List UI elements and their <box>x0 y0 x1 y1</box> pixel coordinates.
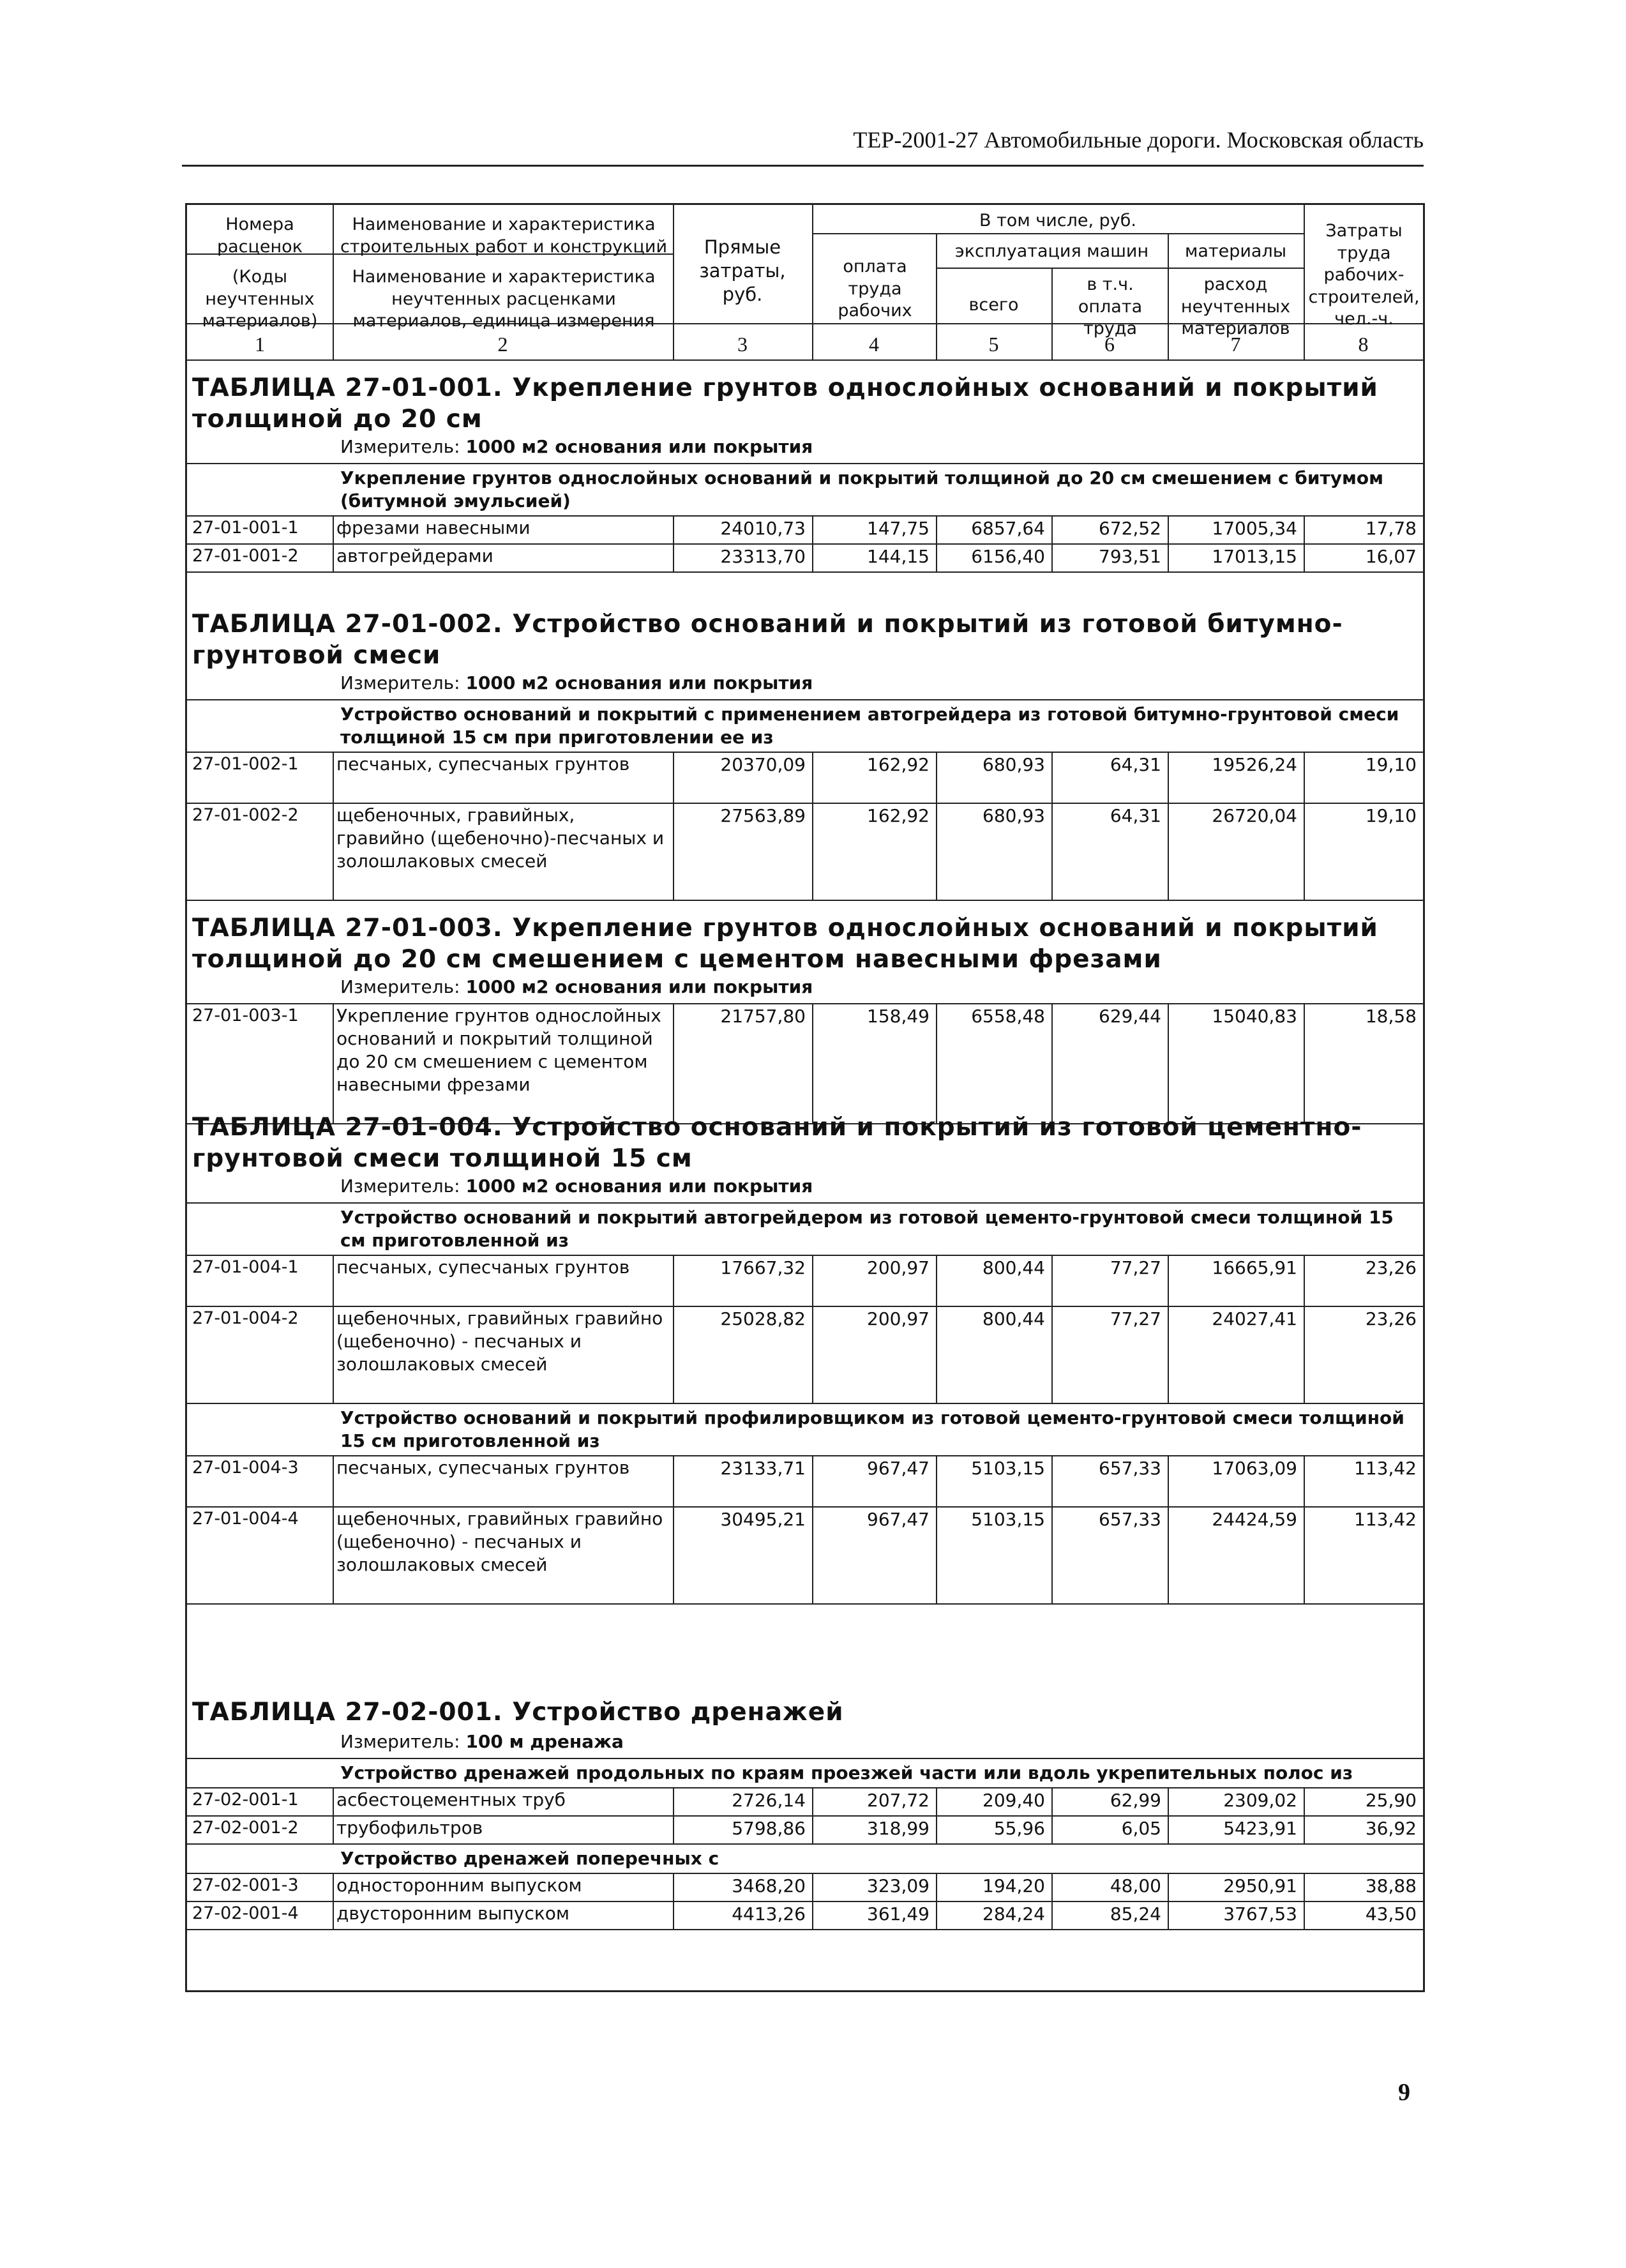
column-rule <box>333 1873 334 1901</box>
column-rule <box>936 1815 937 1843</box>
value-c5: 194,20 <box>982 1875 1045 1896</box>
value-c7: 26720,04 <box>1212 805 1297 826</box>
value-c4: 967,47 <box>867 1509 930 1530</box>
column-rule <box>936 543 937 571</box>
work-name: песчаных, супесчаных грунтов <box>336 753 630 775</box>
column-rule <box>673 1873 674 1901</box>
value-c8: 113,42 <box>1354 1509 1417 1530</box>
column-rule <box>1304 1255 1305 1306</box>
column-rule <box>1051 1506 1053 1603</box>
group-title: Устройство дренажей поперечных с <box>340 1848 719 1869</box>
column-rule <box>1304 1003 1305 1123</box>
column-rule <box>936 1255 937 1306</box>
value-c8: 18,58 <box>1365 1006 1417 1027</box>
value-c8: 17,78 <box>1365 518 1417 539</box>
measure-label: Измеритель: <box>340 672 460 693</box>
value-c8: 23,26 <box>1365 1257 1417 1278</box>
value-c4: 207,72 <box>867 1790 930 1811</box>
column-rule <box>1168 1455 1169 1506</box>
rule-line <box>187 1202 1423 1204</box>
value-c4: 967,47 <box>867 1458 930 1479</box>
value-c3: 5798,86 <box>732 1818 806 1839</box>
column-rule <box>812 1506 813 1603</box>
value-c3: 25028,82 <box>720 1308 806 1329</box>
col2-top-label: Наименование и характеристика строительных работ и конструкций <box>340 215 668 257</box>
measure-value: 1000 м2 основания или покрытия <box>465 976 813 997</box>
column-rule <box>936 1455 937 1506</box>
value-c5: 6156,40 <box>971 546 1045 567</box>
work-name: щебеночных, гравийных гравийно (щебеночно) - песчаных и золошлаковых смесей <box>336 1308 663 1375</box>
column-rule <box>1168 1787 1169 1815</box>
machines-label: эксплуатация машин <box>954 241 1149 261</box>
column-rule <box>1304 543 1305 571</box>
table-title-line-1: ТАБЛИЦА 27-01-001. Укрепление грунтов однослойных оснований и покрытий <box>192 374 1378 402</box>
rates-table-frame <box>185 203 1425 1992</box>
table-title-line-2: грунтовой смеси <box>192 641 441 670</box>
column-rule <box>1168 1003 1169 1123</box>
column-rule <box>673 1306 674 1403</box>
value-c7: 17063,09 <box>1212 1458 1297 1479</box>
column-rule <box>1051 1901 1053 1929</box>
column-rule <box>673 752 674 803</box>
value-c4: 162,92 <box>867 805 930 826</box>
value-c6: 48,00 <box>1110 1875 1161 1896</box>
col-number-6: 6 <box>1104 333 1115 356</box>
column-rule <box>333 515 334 543</box>
value-c6: 672,52 <box>1099 518 1161 539</box>
col6-label: в т.ч. оплата труда <box>1078 275 1143 339</box>
work-name: щебеночных, гравийных, гравийно (щебеночно)-песчаных и золошлаковых смесей <box>336 805 665 872</box>
work-name: щебеночных, гравийных гравийно (щебеночно) - песчаных и золошлаковых смесей <box>336 1508 663 1575</box>
value-c3: 4413,26 <box>732 1903 806 1924</box>
work-name: автогрейдерами <box>336 545 493 566</box>
column-rule <box>812 1455 813 1506</box>
column-rule <box>812 515 813 543</box>
col-number-4: 4 <box>869 333 879 356</box>
rate-code: 27-01-001-2 <box>192 546 299 566</box>
measure-value: 1000 м2 основания или покрытия <box>465 672 813 693</box>
value-c8: 25,90 <box>1365 1790 1417 1811</box>
rule-line <box>187 699 1423 700</box>
running-head <box>182 126 1424 167</box>
column-rule <box>1051 1815 1053 1843</box>
rate-code: 27-01-004-2 <box>192 1308 299 1328</box>
measure-unit <box>340 1731 624 1752</box>
group-title: Устройство оснований и покрытий автогрейдером из готовой цементо-грунтовой смеси толщиной 15 см приготовленной из <box>340 1207 1394 1251</box>
running-head-text: ТЕР-2001-27 Автомобильные дороги. Московская область <box>853 127 1424 153</box>
value-c6: 629,44 <box>1099 1006 1161 1027</box>
value-c8: 113,42 <box>1354 1458 1417 1479</box>
value-c6: 793,51 <box>1099 546 1161 567</box>
table-title <box>192 1697 1418 1728</box>
measure-value: 1000 м2 основания или покрытия <box>465 1176 813 1197</box>
column-rule <box>333 1306 334 1403</box>
work-name: трубофильтров <box>336 1817 483 1838</box>
column-rule <box>812 1901 813 1929</box>
column-rule <box>333 752 334 803</box>
table-title <box>192 372 1418 435</box>
column-rule <box>812 1873 813 1901</box>
rate-code: 27-01-004-1 <box>192 1257 299 1277</box>
measure-value: 1000 м2 основания или покрытия <box>465 436 813 457</box>
value-c4: 144,15 <box>867 546 930 567</box>
rate-code: 27-02-001-2 <box>192 1818 299 1838</box>
table-title <box>192 1112 1418 1174</box>
column-rule <box>1304 1873 1305 1901</box>
column-rule <box>1168 803 1169 900</box>
value-c8: 38,88 <box>1365 1875 1417 1896</box>
table-title-line-1: ТАБЛИЦА 27-01-004. Устройство оснований и покрытий из готовой цементно- <box>192 1113 1362 1142</box>
column-rule <box>673 543 674 571</box>
work-name: односторонним выпуском <box>336 1875 582 1896</box>
value-c8: 16,07 <box>1365 546 1417 567</box>
value-c7: 24424,59 <box>1212 1509 1297 1530</box>
value-c5: 6857,64 <box>971 518 1045 539</box>
value-c3: 27563,89 <box>720 805 806 826</box>
column-rule <box>1304 1455 1305 1506</box>
column-rule <box>333 1255 334 1306</box>
value-c7: 5423,91 <box>1223 1818 1297 1839</box>
column-rule <box>1051 543 1053 571</box>
col-number-2: 2 <box>497 333 508 356</box>
column-rule <box>1304 1901 1305 1929</box>
column-rule <box>1304 752 1305 803</box>
column-rule <box>936 752 937 803</box>
column-rule <box>1051 1787 1053 1815</box>
work-name: песчаных, супесчаных грунтов <box>336 1457 630 1478</box>
page-number: 9 <box>1398 2079 1410 2106</box>
column-rule <box>333 803 334 900</box>
column-rule <box>812 1306 813 1403</box>
column-rule <box>673 803 674 900</box>
value-c8: 19,10 <box>1365 805 1417 826</box>
value-c7: 15040,83 <box>1212 1006 1297 1027</box>
materials-label: материалы <box>1184 241 1287 261</box>
value-c8: 19,10 <box>1365 754 1417 775</box>
column-rule <box>673 1255 674 1306</box>
value-c4: 200,97 <box>867 1257 930 1278</box>
column-rule <box>673 1455 674 1506</box>
column-rule <box>812 1815 813 1843</box>
measure-value: 100 м дренажа <box>465 1731 624 1752</box>
value-c7: 16665,91 <box>1212 1257 1297 1278</box>
column-rule <box>673 1506 674 1603</box>
table-title-line-2: толщиной до 20 см смешением с цементом навесными фрезами <box>192 945 1162 974</box>
value-c6: 64,31 <box>1110 805 1161 826</box>
rule-line <box>187 1403 1423 1404</box>
column-rule <box>1051 1003 1053 1123</box>
col-number-8: 8 <box>1358 333 1369 356</box>
value-c8: 43,50 <box>1365 1903 1417 1924</box>
col-number-7: 7 <box>1230 333 1241 356</box>
measure-label: Измеритель: <box>340 976 460 997</box>
column-rule <box>333 1815 334 1843</box>
rate-code: 27-01-002-2 <box>192 805 299 825</box>
value-c6: 62,99 <box>1110 1790 1161 1811</box>
col1-top-label: Номера расценок <box>217 215 303 257</box>
column-rule <box>936 1873 937 1901</box>
measure-unit <box>340 672 813 693</box>
rate-code: 27-02-001-1 <box>192 1790 299 1810</box>
rate-code: 27-01-003-1 <box>192 1006 299 1025</box>
column-rule <box>1051 752 1053 803</box>
col5-label: всего <box>968 295 1019 315</box>
value-c6: 85,24 <box>1110 1903 1161 1924</box>
column-rule <box>1304 1506 1305 1603</box>
measure-unit <box>340 436 813 457</box>
rate-code: 27-02-001-4 <box>192 1903 299 1923</box>
column-rule <box>812 543 813 571</box>
value-c3: 30495,21 <box>720 1509 806 1530</box>
table-title-line-2: толщиной до 20 см <box>192 405 483 434</box>
column-rule <box>936 803 937 900</box>
value-c5: 800,44 <box>982 1308 1045 1329</box>
column-rule <box>936 1003 937 1123</box>
measure-label: Измеритель: <box>340 1731 460 1752</box>
column-rule <box>1051 1255 1053 1306</box>
work-name: песчаных, супесчаных грунтов <box>336 1257 630 1278</box>
value-c6: 77,27 <box>1110 1308 1161 1329</box>
value-c6: 64,31 <box>1110 754 1161 775</box>
value-c7: 24027,41 <box>1212 1308 1297 1329</box>
rate-code: 27-02-001-3 <box>192 1875 299 1895</box>
value-c5: 680,93 <box>982 754 1045 775</box>
col2-bottom-label: Наименование и характеристика неучтенных расценками материалов, единица измерения <box>352 267 656 331</box>
work-name: асбестоцементных труб <box>336 1789 566 1810</box>
column-rule <box>936 1506 937 1603</box>
work-name: двусторонним выпуском <box>336 1903 570 1924</box>
value-c7: 17013,15 <box>1212 546 1297 567</box>
value-c4: 158,49 <box>867 1006 930 1027</box>
group-title: Укрепление грунтов однослойных оснований и покрытий толщиной до 20 см смешением с битумом (битумной эмульсией) <box>340 467 1383 511</box>
value-c4: 318,99 <box>867 1818 930 1839</box>
column-rule <box>333 1787 334 1815</box>
measure-label: Измеритель: <box>340 436 460 457</box>
rule-line <box>187 1843 1423 1845</box>
column-rule <box>1168 1506 1169 1603</box>
value-c6: 6,05 <box>1121 1818 1161 1839</box>
column-rule <box>1051 1306 1053 1403</box>
table-title <box>192 912 1418 975</box>
column-rule <box>1168 515 1169 543</box>
column-rule <box>333 1003 334 1123</box>
value-c7: 3767,53 <box>1223 1903 1297 1924</box>
col4-label: оплата труда рабочих <box>838 257 912 321</box>
column-rule <box>673 1003 674 1123</box>
rate-code: 27-01-002-1 <box>192 754 299 774</box>
value-c5: 680,93 <box>982 805 1045 826</box>
column-rule <box>673 1787 674 1815</box>
column-rule <box>1168 1255 1169 1306</box>
column-rule <box>1304 803 1305 900</box>
rule-line <box>187 900 1423 901</box>
column-rule <box>1168 1815 1169 1843</box>
measure-unit <box>340 976 813 997</box>
value-c3: 20370,09 <box>720 754 806 775</box>
column-rule <box>1168 1873 1169 1901</box>
col-number-3: 3 <box>737 333 748 356</box>
column-rule <box>936 1901 937 1929</box>
work-name: Укрепление грунтов однослойных оснований и покрытий толщиной до 20 см смешением с цементом навесными фрезами <box>336 1005 661 1095</box>
value-c3: 3468,20 <box>732 1875 806 1896</box>
column-rule <box>1168 1306 1169 1403</box>
column-rule <box>812 1787 813 1815</box>
value-c4: 361,49 <box>867 1903 930 1924</box>
value-c7: 19526,24 <box>1212 754 1297 775</box>
value-c6: 77,27 <box>1110 1257 1161 1278</box>
value-c5: 6558,48 <box>971 1006 1045 1027</box>
column-rule <box>1051 803 1053 900</box>
rate-code: 27-01-001-1 <box>192 518 299 538</box>
rate-code: 27-01-004-3 <box>192 1458 299 1478</box>
group-title: Устройство оснований и покрытий профилировщиком из готовой цементо-грунтовой смеси толщиной 15 см приготовленной из <box>340 1407 1404 1451</box>
value-c4: 162,92 <box>867 754 930 775</box>
value-c8: 23,26 <box>1365 1308 1417 1329</box>
column-rule <box>1168 752 1169 803</box>
table-title-line-1: ТАБЛИЦА 27-02-001. Устройство дренажей <box>192 1698 844 1727</box>
rule-line <box>187 1758 1423 1759</box>
column-rule <box>1168 543 1169 571</box>
value-c3: 21757,80 <box>720 1006 806 1027</box>
column-rule <box>333 1901 334 1929</box>
rate-code: 27-01-004-4 <box>192 1509 299 1529</box>
column-rule <box>812 1255 813 1306</box>
column-rule <box>333 543 334 571</box>
incl-label: В том числе, руб. <box>979 211 1137 231</box>
value-c5: 5103,15 <box>971 1509 1045 1530</box>
value-c6: 657,33 <box>1099 1509 1161 1530</box>
value-c5: 284,24 <box>982 1903 1045 1924</box>
rule-line <box>187 463 1423 464</box>
value-c7: 2309,02 <box>1223 1790 1297 1811</box>
column-rule <box>333 1455 334 1506</box>
rule-line <box>187 1603 1423 1605</box>
value-c5: 55,96 <box>993 1818 1045 1839</box>
value-c5: 209,40 <box>982 1790 1045 1811</box>
col8-label: Затраты труда рабочих-строителей, чел.-ч. <box>1308 221 1420 329</box>
rule-line <box>187 571 1423 573</box>
value-c3: 23313,70 <box>720 546 806 567</box>
column-rule <box>1304 515 1305 543</box>
work-name: фрезами навесными <box>336 517 531 538</box>
table-title-line-1: ТАБЛИЦА 27-01-002. Устройство оснований и покрытий из готовой битумно- <box>192 610 1343 639</box>
column-rule <box>812 803 813 900</box>
column-rule <box>673 1901 674 1929</box>
col-number-1: 1 <box>255 333 265 356</box>
column-rule <box>1051 515 1053 543</box>
measure-label: Измеритель: <box>340 1176 460 1197</box>
column-rule <box>1304 1306 1305 1403</box>
group-title: Устройство дренажей продольных по краям проезжей части или вдоль укрепительных полос из <box>340 1762 1353 1783</box>
column-rule <box>673 1815 674 1843</box>
col1-bottom-label: (Коды неучтенных материалов) <box>202 267 318 331</box>
table-title <box>192 609 1418 671</box>
value-c7: 17005,34 <box>1212 518 1297 539</box>
column-rule <box>812 752 813 803</box>
value-c7: 2950,91 <box>1223 1875 1297 1896</box>
column-rule <box>936 1787 937 1815</box>
value-c8: 36,92 <box>1365 1818 1417 1839</box>
table-title-line-2: грунтовой смеси толщиной 15 см <box>192 1144 693 1173</box>
column-rule <box>936 1306 937 1403</box>
value-c3: 2726,14 <box>732 1790 806 1811</box>
value-c6: 657,33 <box>1099 1458 1161 1479</box>
table-title-line-1: ТАБЛИЦА 27-01-003. Укрепление грунтов однослойных оснований и покрытий <box>192 914 1378 942</box>
column-rule <box>333 1506 334 1603</box>
col-number-5: 5 <box>988 333 999 356</box>
measure-unit <box>340 1176 813 1197</box>
value-c4: 200,97 <box>867 1308 930 1329</box>
column-rule <box>1051 1455 1053 1506</box>
value-c3: 17667,32 <box>720 1257 806 1278</box>
col3-label: Прямые затраты, руб. <box>699 236 786 306</box>
col7-label: расход неучтенных материалов <box>1180 275 1291 339</box>
rule-line <box>187 1929 1423 1930</box>
value-c4: 323,09 <box>867 1875 930 1896</box>
column-rule <box>1304 1787 1305 1815</box>
value-c3: 24010,73 <box>720 518 806 539</box>
value-c5: 5103,15 <box>971 1458 1045 1479</box>
column-rule <box>1051 1873 1053 1901</box>
column-rule <box>936 515 937 543</box>
column-rule <box>812 1003 813 1123</box>
value-c4: 147,75 <box>867 518 930 539</box>
column-rule <box>1168 1901 1169 1929</box>
column-rule <box>673 515 674 543</box>
group-title: Устройство оснований и покрытий с применением автогрейдера из готовой битумно-грунтовой смеси толщиной 15 см при приготовлении ее из <box>340 704 1399 748</box>
value-c3: 23133,71 <box>720 1458 806 1479</box>
value-c5: 800,44 <box>982 1257 1045 1278</box>
column-rule <box>1304 1815 1305 1843</box>
